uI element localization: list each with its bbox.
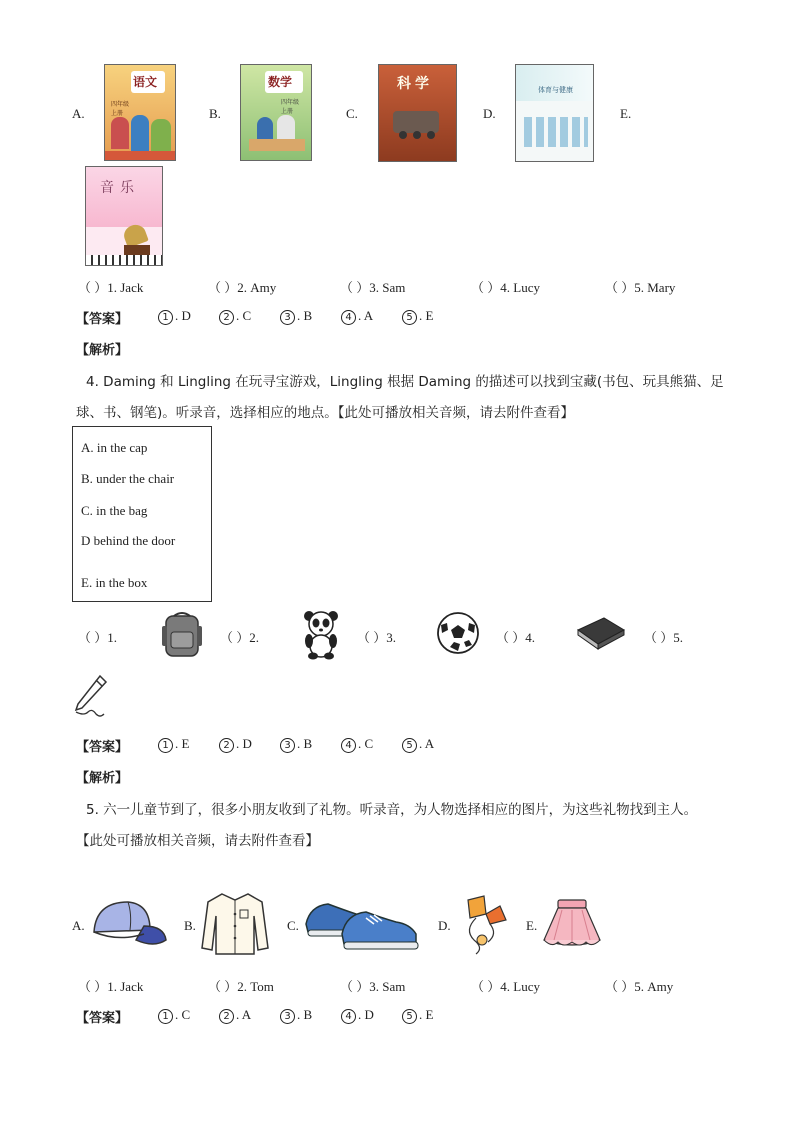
book-title: 数学 [268,75,293,89]
book-title: 体育与健康 [538,86,573,94]
option-letter: E. [620,106,632,121]
answer-row: （ ）5. Amy [605,979,674,994]
answer-row: （ ）2. Amy [208,280,277,295]
skirt-icon [540,896,604,952]
panda-icon [300,608,342,660]
q4-options-box [72,426,212,602]
cap-icon [88,896,170,954]
pen-icon [70,672,110,722]
option-letter: A. [72,106,85,121]
option-letter: D. [483,106,496,121]
answer-label: 【答案】 [76,312,129,327]
science-textbook-image [378,64,457,162]
q5-prompt-line2: 【此处可播放相关音频，请去附件查看】 [76,833,319,849]
answer-row: （ ）1. Jack [78,979,144,994]
answer-item: 3 . B [280,1007,312,1024]
answer-row: （ ）5. [644,630,684,645]
chinese-textbook-image [104,64,176,161]
answer-row: （ ）4. [496,630,536,645]
book-subtitle: 四年级 上册 [111,101,130,117]
option-item: D behind the door [81,533,176,548]
analysis-label: 【解析】 [76,771,129,786]
answer-row: （ ）4. Lucy [471,280,540,295]
answer-row: （ ）3. [357,630,397,645]
option-item: E. in the box [81,575,148,590]
kite-icon [456,894,512,956]
answer-item: 2 . D [219,736,252,753]
option-letter: A. [72,918,85,933]
answer-item: 5 . E [402,1007,433,1024]
q5-prompt-line1: 5. 六一儿童节到了，很多小朋友收到了礼物。听录音，为人物选择相应的图片，为这些礼物找到主人。 [86,802,698,818]
answer-label: 【答案】 [76,740,129,755]
shirt-icon [200,890,270,958]
q4-prompt-line2: 球、书、钢笔)。听录音，选择相应的地点。【此处可播放相关音频，请去附件查看】 [76,405,575,421]
answer-item: 4 . A [341,308,373,325]
option-letter: C. [287,918,299,933]
option-letter: B. [184,918,196,933]
book-title: 音乐 [100,180,140,196]
pe-health-textbook-image [515,64,594,162]
soccer-ball-icon [436,611,480,655]
answer-item: 4 . D [341,1007,374,1024]
music-textbook-image [85,166,163,266]
math-textbook-image [240,64,312,161]
answer-item: 1 . C [158,1007,190,1024]
answer-item: 5 . E [402,308,433,325]
answer-item: 2 . C [219,308,251,325]
book-subtitle: 四年级 上册 [281,99,300,115]
answer-item: 4 . C [341,736,373,753]
answer-row: （ ）2. Tom [208,979,274,994]
answer-item: 1 . E [158,736,189,753]
answer-item: 2 . A [219,1007,251,1024]
schoolbag-icon [158,610,204,658]
option-letter: E. [526,918,538,933]
option-item: B. under the chair [81,471,175,486]
sneakers-icon [304,894,422,954]
answer-row: （ ）1. Jack [78,280,144,295]
answer-label: 【答案】 [76,1011,129,1026]
answer-row: （ ）4. Lucy [471,979,540,994]
answer-item: 3 . B [280,736,312,753]
book-title: 语文 [133,75,158,89]
option-item: A. in the cap [81,440,148,455]
answer-row: （ ）5. Mary [605,280,676,295]
answer-item: 3 . B [280,308,312,325]
option-item: C. in the bag [81,503,148,518]
q4-prompt-line1: 4. Daming 和 Lingling 在玩寻宝游戏，Lingling 根据 Daming 的描述可以找到宝藏(书包、玩具熊猫、足 [86,374,724,390]
analysis-label: 【解析】 [76,343,129,358]
answer-item: 1 . D [158,308,191,325]
option-letter: B. [209,106,221,121]
answer-item: 5 . A [402,736,434,753]
answer-row: （ ）3. Sam [340,280,406,295]
book-icon [574,616,628,652]
answer-row: （ ）1. [78,630,118,645]
book-title: 科学 [397,76,433,92]
answer-row: （ ）2. [220,630,260,645]
option-letter: D. [438,918,451,933]
answer-row: （ ）3. Sam [340,979,406,994]
option-letter: C. [346,106,358,121]
